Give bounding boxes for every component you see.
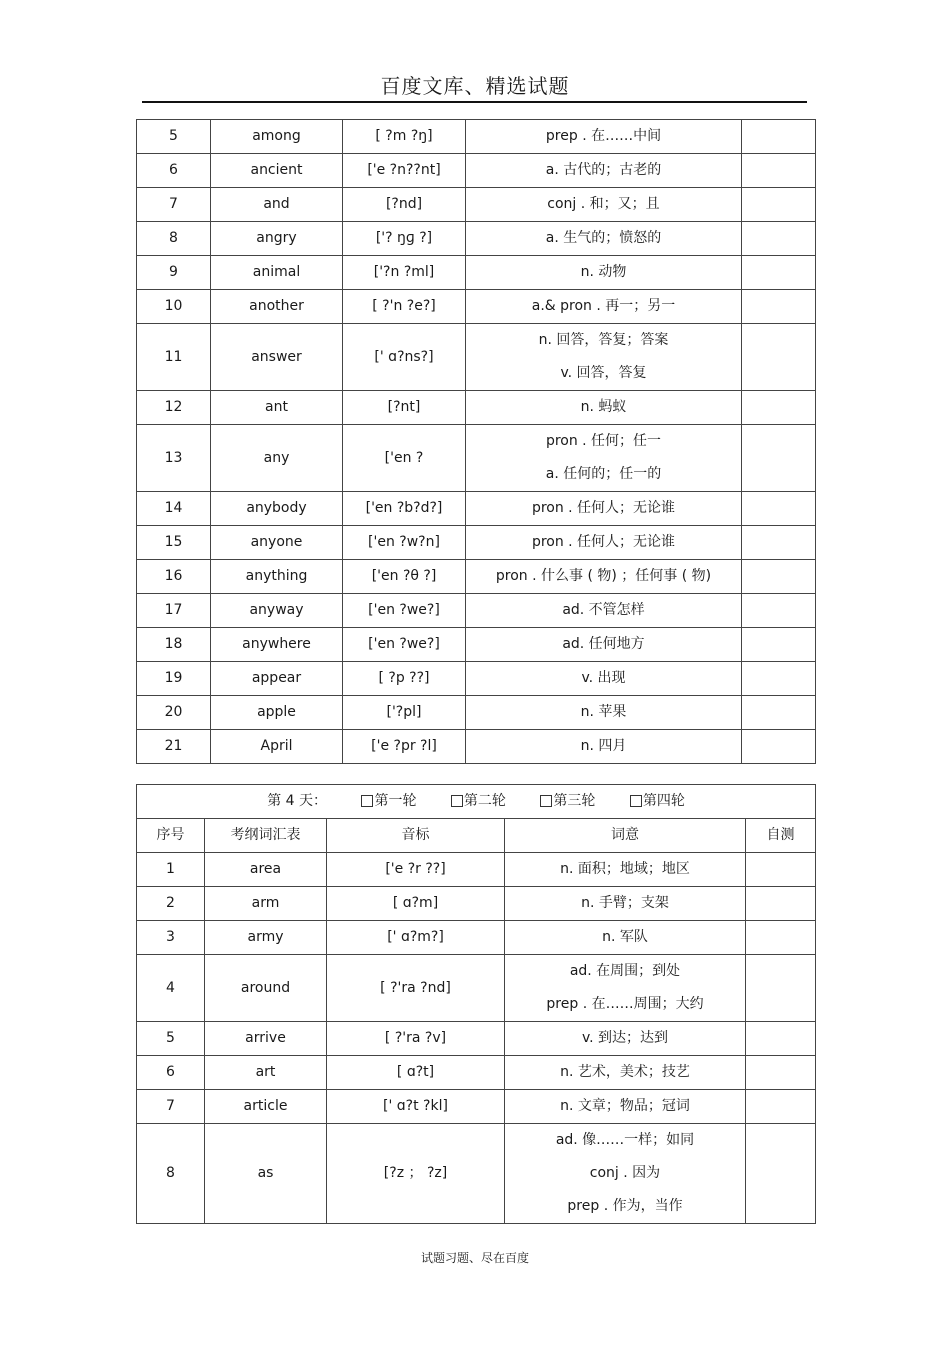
row-number: 14 [137, 492, 211, 526]
meaning-line: conj . 和；又；且 [547, 196, 660, 212]
phonetic-cell: [ ?p ??] [343, 662, 466, 696]
meaning-cell [466, 256, 742, 290]
self-test-cell[interactable] [742, 662, 816, 696]
self-test-cell[interactable] [742, 290, 816, 324]
phonetic-cell: [ ?'ra ?v] [327, 1022, 505, 1056]
phonetic-cell: [' ɑ?ns?] [343, 324, 466, 391]
meaning-cell [466, 324, 742, 391]
word-cell: as [205, 1124, 327, 1224]
meaning-cell [466, 662, 742, 696]
day-label: 第 4 天： [267, 793, 328, 809]
self-test-cell[interactable] [742, 391, 816, 425]
row-number: 3 [137, 921, 205, 955]
phonetic-cell: ['en ?we?] [343, 628, 466, 662]
word-cell: apple [211, 696, 343, 730]
word-cell: art [205, 1056, 327, 1090]
meaning-cell [466, 594, 742, 628]
self-test-cell[interactable] [742, 492, 816, 526]
table-row [137, 324, 816, 391]
phonetic-cell: [?nd] [343, 188, 466, 222]
table-row [137, 290, 816, 324]
round-4-label: 第四轮 [642, 793, 685, 809]
word-cell: article [205, 1090, 327, 1124]
column-header-row [137, 819, 816, 853]
self-test-cell[interactable] [742, 425, 816, 492]
meaning-line: ad. 不管怎样 [562, 602, 645, 618]
page-header-title: 百度文库、精选试题 [380, 74, 570, 98]
phonetic-cell: [?z ； ?z] [327, 1124, 505, 1224]
row-number: 19 [137, 662, 211, 696]
meaning-cell [466, 290, 742, 324]
round-3-option[interactable] [540, 793, 595, 809]
phonetic-cell: [' ɑ?t ?kl] [327, 1090, 505, 1124]
meaning-cell [466, 696, 742, 730]
meaning-line: pron . 任何；任一 [545, 433, 662, 449]
meaning-line: a.& pron . 再一；另一 [531, 298, 676, 314]
word-cell: angry [211, 222, 343, 256]
meaning-cell [505, 1124, 746, 1224]
table-row [137, 887, 816, 921]
meaning-line: prep . 在……周围；大约 [546, 996, 704, 1012]
self-test-cell[interactable] [746, 853, 816, 887]
table-row [137, 120, 816, 154]
header-word: 考纲词汇表 [205, 819, 327, 853]
self-test-cell[interactable] [742, 730, 816, 764]
phonetic-cell: ['e ?r ??] [327, 853, 505, 887]
table-row [137, 256, 816, 290]
phonetic-cell: [ ɑ?m] [327, 887, 505, 921]
table-row [137, 1090, 816, 1124]
meaning-cell [466, 730, 742, 764]
meaning-line: v. 出现 [581, 670, 626, 686]
meaning-line: v. 回答，答复 [560, 365, 647, 381]
word-cell: ancient [211, 154, 343, 188]
row-number: 2 [137, 887, 205, 921]
row-number: 18 [137, 628, 211, 662]
header-rule [142, 101, 807, 103]
row-number: 6 [137, 1056, 205, 1090]
header-meaning: 词意 [505, 819, 746, 853]
row-number: 4 [137, 955, 205, 1022]
vocab-table-2 [136, 784, 816, 1224]
table-row [137, 1022, 816, 1056]
meaning-line: a. 任何的；任一的 [545, 466, 662, 482]
table-row [137, 222, 816, 256]
table-row [137, 526, 816, 560]
row-number: 8 [137, 222, 211, 256]
row-number: 5 [137, 1022, 205, 1056]
self-test-cell[interactable] [746, 955, 816, 1022]
word-cell: anyone [211, 526, 343, 560]
self-test-cell[interactable] [742, 324, 816, 391]
word-cell: around [205, 955, 327, 1022]
table-row [137, 154, 816, 188]
table-row [137, 1056, 816, 1090]
word-cell: and [211, 188, 343, 222]
row-number: 21 [137, 730, 211, 764]
checkbox-icon[interactable] [630, 795, 642, 807]
row-number: 1 [137, 853, 205, 887]
round-1-option[interactable] [361, 793, 416, 809]
table-row [137, 560, 816, 594]
meaning-cell [466, 560, 742, 594]
meaning-line: pron . 任何人；无论谁 [531, 534, 676, 550]
meaning-line: conj . 因为 [589, 1165, 661, 1181]
self-test-cell[interactable] [742, 696, 816, 730]
self-test-cell[interactable] [746, 921, 816, 955]
meaning-line: n. 四月 [580, 738, 627, 754]
checkbox-icon[interactable] [540, 795, 552, 807]
table-row [137, 921, 816, 955]
word-cell: arrive [205, 1022, 327, 1056]
header-no: 序号 [137, 819, 205, 853]
meaning-cell [505, 853, 746, 887]
word-cell: ant [211, 391, 343, 425]
table-row [137, 955, 816, 1022]
row-number: 7 [137, 1090, 205, 1124]
table-row [137, 730, 816, 764]
meaning-cell [505, 1022, 746, 1056]
word-cell: arm [205, 887, 327, 921]
meaning-line: n. 手臂；支架 [581, 895, 669, 911]
meaning-line: ad. 任何地方 [562, 636, 645, 652]
meaning-line: pron . 什么事 ( 物) ；任何事 ( 物) [495, 568, 712, 584]
phonetic-cell: ['en ?b?d?] [343, 492, 466, 526]
self-test-cell[interactable] [742, 526, 816, 560]
phonetic-cell: ['?pl] [343, 696, 466, 730]
meaning-line: n. 苹果 [580, 704, 627, 720]
phonetic-cell: ['e ?n??nt] [343, 154, 466, 188]
checkbox-icon[interactable] [451, 795, 463, 807]
self-test-cell[interactable] [742, 222, 816, 256]
self-test-cell[interactable] [742, 154, 816, 188]
meaning-cell [505, 921, 746, 955]
round-4-option[interactable] [630, 793, 685, 809]
meaning-cell [466, 120, 742, 154]
header-selftest: 自测 [746, 819, 816, 853]
meaning-cell [466, 391, 742, 425]
checkbox-icon[interactable] [361, 795, 373, 807]
meaning-line: prep . 作为，当作 [567, 1198, 683, 1214]
day-header-cell [137, 785, 816, 819]
meaning-line: n. 文章；物品；冠词 [560, 1098, 690, 1114]
row-number: 15 [137, 526, 211, 560]
meaning-line: n. 艺术，美术；技艺 [560, 1064, 690, 1080]
phonetic-cell: [' ɑ?m?] [327, 921, 505, 955]
word-cell: anywhere [211, 628, 343, 662]
table-row [137, 594, 816, 628]
row-number: 16 [137, 560, 211, 594]
meaning-cell [505, 1090, 746, 1124]
word-cell: anyway [211, 594, 343, 628]
phonetic-cell: [ ?'n ?e?] [343, 290, 466, 324]
meaning-cell [466, 425, 742, 492]
phonetic-cell: ['? ŋɡ ?] [343, 222, 466, 256]
meaning-cell [505, 1056, 746, 1090]
meaning-line: n. 动物 [580, 264, 627, 280]
phonetic-cell: [ ?m ?ŋ] [343, 120, 466, 154]
meaning-cell [466, 492, 742, 526]
meaning-line: pron . 任何人；无论谁 [531, 500, 676, 516]
word-cell: animal [211, 256, 343, 290]
phonetic-cell: [ ?'ra ?nd] [327, 955, 505, 1022]
self-test-cell[interactable] [746, 1124, 816, 1224]
self-test-cell[interactable] [746, 1022, 816, 1056]
meaning-line: ad. 在周围；到处 [569, 963, 681, 979]
meaning-line: n. 面积；地域；地区 [560, 861, 690, 877]
day-header-row [137, 785, 816, 819]
self-test-cell[interactable] [742, 188, 816, 222]
table-row [137, 425, 816, 492]
row-number: 8 [137, 1124, 205, 1224]
row-number: 6 [137, 154, 211, 188]
word-cell: another [211, 290, 343, 324]
round-2-option[interactable] [451, 793, 506, 809]
table-row [137, 391, 816, 425]
phonetic-cell: ['?n ?ml] [343, 256, 466, 290]
header-ipa: 音标 [327, 819, 505, 853]
table-row [137, 1124, 816, 1224]
meaning-cell [466, 154, 742, 188]
row-number: 11 [137, 324, 211, 391]
self-test-cell[interactable] [742, 628, 816, 662]
word-cell: appear [211, 662, 343, 696]
self-test-cell[interactable] [742, 120, 816, 154]
self-test-cell[interactable] [746, 887, 816, 921]
row-number: 9 [137, 256, 211, 290]
phonetic-cell: ['en ?θ ?] [343, 560, 466, 594]
row-number: 13 [137, 425, 211, 492]
row-number: 17 [137, 594, 211, 628]
meaning-line: n. 军队 [602, 929, 648, 945]
meaning-line: a. 古代的；古老的 [545, 162, 662, 178]
word-cell: area [205, 853, 327, 887]
phonetic-cell: [?nt] [343, 391, 466, 425]
table-row [137, 628, 816, 662]
row-number: 10 [137, 290, 211, 324]
word-cell: any [211, 425, 343, 492]
round-1-label: 第一轮 [374, 793, 417, 809]
meaning-cell [466, 628, 742, 662]
phonetic-cell: [ ɑ?t] [327, 1056, 505, 1090]
phonetic-cell: ['e ?pr ?l] [343, 730, 466, 764]
word-cell: anybody [211, 492, 343, 526]
table-row [137, 492, 816, 526]
meaning-line: ad. 像……一样；如同 [555, 1132, 695, 1148]
self-test-cell[interactable] [746, 1090, 816, 1124]
self-test-cell[interactable] [742, 256, 816, 290]
table-row [137, 696, 816, 730]
meaning-cell [466, 222, 742, 256]
round-2-label: 第二轮 [463, 793, 506, 809]
word-cell: army [205, 921, 327, 955]
self-test-cell[interactable] [742, 594, 816, 628]
word-cell: anything [211, 560, 343, 594]
row-number: 5 [137, 120, 211, 154]
page-footer: 试题习题、尽在百度 [420, 1251, 529, 1265]
meaning-cell [466, 188, 742, 222]
word-cell: April [211, 730, 343, 764]
round-3-label: 第三轮 [553, 793, 596, 809]
table-row [137, 188, 816, 222]
phonetic-cell: ['en ?we?] [343, 594, 466, 628]
meaning-cell [466, 526, 742, 560]
meaning-cell [505, 955, 746, 1022]
meaning-line: v. 到达；达到 [581, 1030, 669, 1046]
row-number: 12 [137, 391, 211, 425]
word-cell: answer [211, 324, 343, 391]
vocab-table-1 [136, 119, 816, 764]
self-test-cell[interactable] [746, 1056, 816, 1090]
meaning-cell [505, 887, 746, 921]
meaning-line: n. 蚂蚁 [580, 399, 627, 415]
table-row [137, 853, 816, 887]
meaning-line: prep . 在……中间 [545, 128, 662, 144]
meaning-line: a. 生气的；愤怒的 [545, 230, 662, 246]
word-cell: among [211, 120, 343, 154]
table-row [137, 662, 816, 696]
row-number: 7 [137, 188, 211, 222]
phonetic-cell: ['en ?w?n] [343, 526, 466, 560]
self-test-cell[interactable] [742, 560, 816, 594]
phonetic-cell: ['en ? [343, 425, 466, 492]
meaning-line: n. 回答，答复；答案 [538, 332, 669, 348]
row-number: 20 [137, 696, 211, 730]
